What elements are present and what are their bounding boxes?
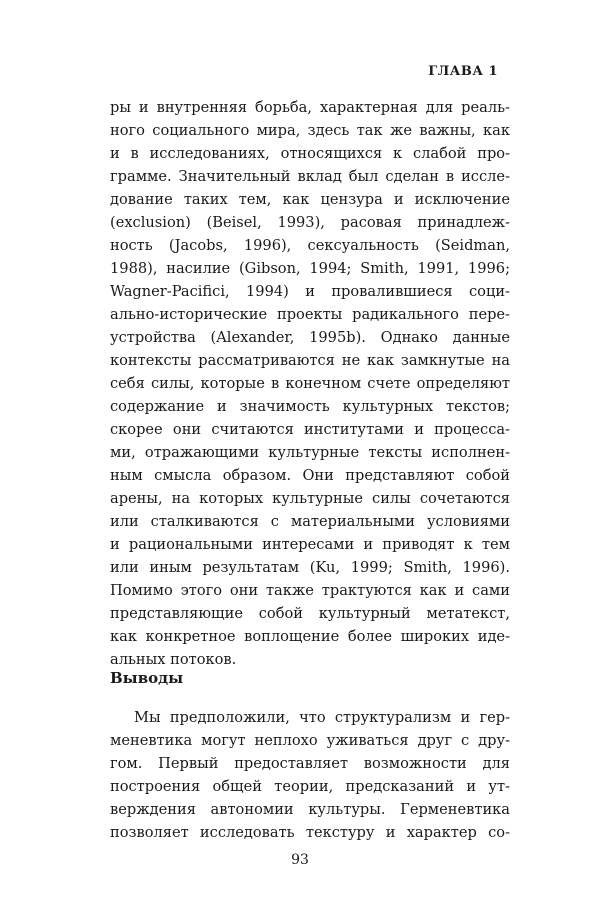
text-line: ми, отражающими культурные тексты исполнен- — [110, 444, 510, 461]
text-line: ры и внутренняя борьба, характерная для реаль- — [110, 99, 510, 116]
text-line: ность (Jacobs, 1996), сексуальность (Seidman, — [110, 237, 510, 254]
page-number: 93 — [291, 852, 309, 868]
text-line: контексты рассматриваются не как замкнутые на — [110, 352, 510, 369]
text-line: гом. Первый предоставляет возможности для — [110, 755, 510, 772]
text-line: ным смысла образом. Они представляют собой — [110, 467, 510, 484]
text-line: ного социального мира, здесь так же важны, как — [110, 122, 510, 139]
text-line: как конкретное воплощение более широких иде- — [110, 628, 510, 645]
text-line: арены, на которых культурные силы сочетаются — [110, 490, 510, 507]
text-line: устройства (Alexander, 1995b). Однако данные — [110, 329, 510, 346]
text-line: 1988), насилие (Gibson, 1994; Smith, 1991, 1996; — [110, 260, 510, 277]
text-line: позволяет исследовать текстуру и характер со- — [110, 824, 510, 841]
paragraph-conclusions — [110, 706, 510, 844]
text-line: или сталкиваются с материальными условиями — [110, 513, 510, 530]
text-line: и рациональными интересами и приводят к тем — [110, 536, 510, 553]
text-line: ально-исторические проекты радикального пере- — [110, 306, 510, 323]
text-line: скорее они считаются институтами и процесса- — [110, 421, 510, 438]
text-line: построения общей теории, предсказаний и ут- — [110, 778, 510, 795]
text-line: или иным результатам (Ku, 1999; Smith, 1996). — [110, 559, 510, 576]
text-line: представляющие собой культурный метатекст, — [110, 605, 510, 622]
text-line: Мы предположили, что структурализм и гер- — [134, 709, 510, 726]
text-line: себя силы, которые в конечном счете определяют — [110, 375, 510, 392]
text-line: Wagner-Pacifici, 1994) и провалившиеся соци- — [110, 283, 510, 300]
section-heading: Выводы — [110, 669, 184, 687]
text-line: меневтика могут неплохо уживаться друг с дру- — [110, 732, 510, 749]
text-line: Помимо этого они также трактуются как и сами — [110, 582, 510, 599]
text-line: альных потоков. — [110, 651, 237, 668]
text-line: верждения автономии культуры. Герменевтика — [110, 801, 510, 818]
text-line: и в исследованиях, относящихся к слабой про- — [110, 145, 510, 162]
running-head: ГЛАВА 1 — [428, 64, 498, 79]
text-line: (exclusion) (Beisel, 1993), расовая принадлеж- — [110, 214, 510, 231]
paragraph-continued — [110, 96, 510, 671]
text-line: содержание и значимость культурных текстов; — [110, 398, 510, 415]
text-line: грамме. Значительный вклад был сделан в иссле- — [110, 168, 510, 185]
text-line: дование таких тем, как цензура и исключение — [110, 191, 510, 208]
